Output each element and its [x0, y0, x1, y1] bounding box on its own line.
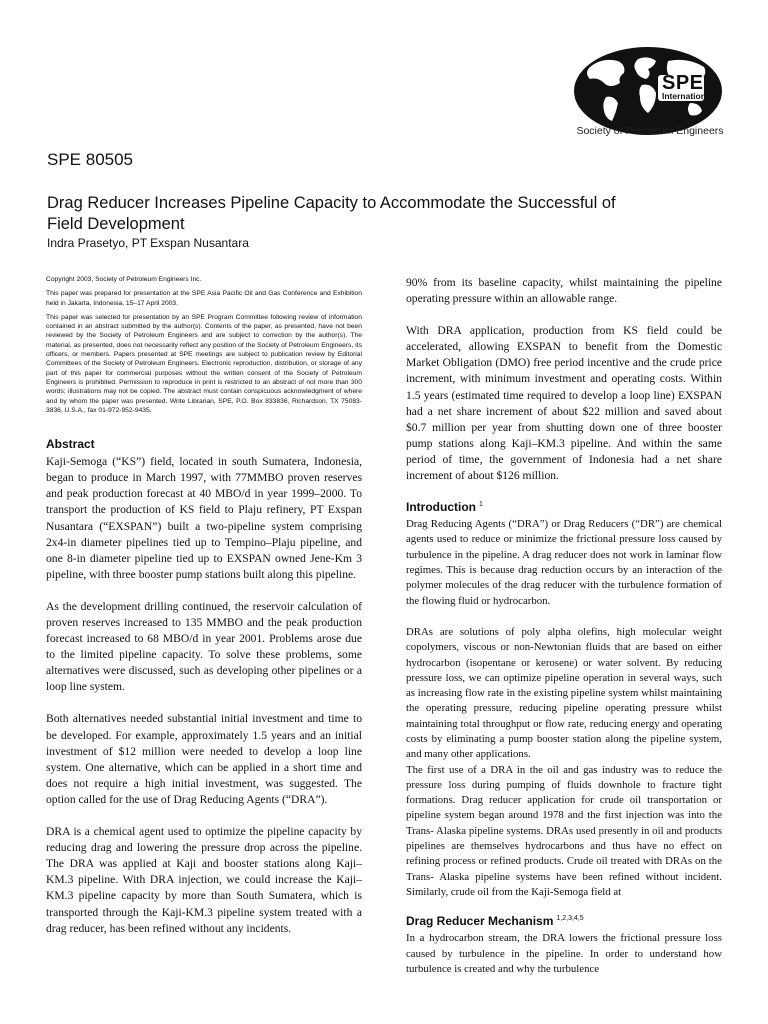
introduction-heading — [406, 500, 722, 514]
paper-number: SPE 80505 — [47, 150, 134, 169]
review-notice: This paper was selected for presentation by an SPE Program Committee following review of information contained in an abstract submitted by the author(s). Contents of the paper, as presented, have not been reviewed by the Society of Petroleum Engineers and are subject to correction by the author(s). The material, as presented, does not necessarily reflect any position of the Society of Petroleum Engineers, its officers, or members. Papers presented at SPE meetings are subject to publication review by Editorial Committees of the Society of Petroleum Engineers. Electronic reproduction, distribution, or storage of any part of this paper for commercial purposes without the written consent of the Society of Petroleum Engineers is prohibited. Permission to reproduce in print is restricted to an abstract of not more than 300 words; illustrations may not be copied. The abstract must contain conspicuous acknowledgment of where and by whom the paper was presented. Write Librarian, SPE, P.O. Box 833836, Richardson, TX 75083-3836, U.S.A., fax 01-972-952-9435. — [46, 313, 362, 414]
author-line: Indra Prasetyo, PT Exspan Nusantara — [47, 236, 249, 250]
introduction-reference: 1 — [478, 501, 483, 509]
abstract-heading: Abstract — [46, 437, 95, 452]
abstract-paragraph: Both alternatives needed substantial initial investment and time to be developed. For example, approximately 1.5 years and an initial investment of $12 million were needed to develop a loop line system. One alternative, which can be applied in a short time and does not require a high initial investment, was suggested. The option called for the use of Drag Reducing Agents (“DRA”). — [46, 712, 362, 806]
mechanism-heading — [406, 914, 722, 928]
abstract-paragraph: Kaji-Semoga (“KS”) field, located in south Sumatera, Indonesia, began to produce in March 1997, with 77MMBO proven reserves and peak production forecast at 40 MBO/d in year 1999–2000. To transport the production of KS field to Plaju refinery, PT Exspan Nusantara (“EXSPAN”) built a two-pipeline system comprising 2x4-in diameter pipelines tied up to Tempino–Plaju pipeline, and one 8-in diameter pipeline tied up to EXSPAN owned Jene-Km 3 pipeline, with three booster pump stations built along this pipeline. — [46, 455, 362, 581]
introduction-paragraph: Drag Reducing Agents (“DRA”) or Drag Reducers (“DR”) are chemical agents used to reduce or minimize the frictional pressure loss caused by turbulence in the pipeline. A drag reducer does not work in laminar flow regimes. This is because drag reduction occurs by an interaction of the polymer molecules of the drag reducer with the turbulence formation of the flowing fluid or hydrocarbon. — [406, 518, 722, 607]
copyright-notice: Copyright 2003, Society of Petroleum Engineers Inc. — [46, 276, 202, 283]
introduction-paragraph: The first use of a DRA in the oil and gas industry was to reduce the pressure loss during pumping of fluids downhole to fracture tight formations. Drag reducer application for crude oil transportation or pipeline system began around 1978 and the first injection was into the Trans- Alaska pipeline systems. DRAs used presently in oil and products pipelines are themselves hydrocarbons and thus have no effect on refining process or refined products. Crude oil treated with DRAs on the Trans- Alaska pipeline systems have been refined without incident. Similarly, crude oil from the Kaji-Semoga field at — [406, 763, 722, 898]
abstract-continued-paragraph: With DRA application, production from KS field could be accelerated, allowing EXSPAN to benefit from the Domestic Market Obligation (DMO) free period incentive and the crude price increment, with minimum investment and operating costs. Within 1.5 years (estimated time required to develop a loop line) EXSPAN had a net share increment of about $22 million and saved about $0.7 million per year from shutting down one of three booster pump stations along Kaji–KM.3 pipeline. And within the same period of time, the government of Indonesia had a net share increment of about $126 million. — [406, 324, 722, 483]
presentation-notice: This paper was prepared for presentation at the SPE Asia Pacific Oil and Gas Conference and Exhibition held in Jakarta, Indonesia, 15–17 April 2003. — [46, 290, 362, 307]
logo-caption: Society of Petroleum Engineers — [576, 125, 724, 137]
mechanism-reference: 1,2,3,4,5 — [556, 915, 584, 923]
abstract-continued-paragraph: 90% from its baseline capacity, whilst maintaining the pipeline operating pressure within an allowable range. — [406, 276, 722, 306]
left-column — [46, 275, 362, 953]
logo-brand: SPE — [662, 72, 704, 94]
mechanism-paragraph: In a hydrocarbon stream, the DRA lowers the frictional pressure loss caused by turbulence in the pipeline. In order to understand how turbulence is created and why the turbulence — [406, 932, 722, 975]
abstract-paragraph: As the development drilling continued, the reservoir calculation of proven reserves increased to 135 MMBO and the peak production forecast increased to 68 MBO/d in year 2001. Problems arose due to the limited pipeline capacity. To solve these problems, some alternatives were discussed, such as developing other pipelines or a loop line system. — [46, 599, 362, 694]
paper-title: Drag Reducer Increases Pipeline Capacity to Accommodate the Successful of Field Development — [47, 194, 616, 233]
right-column — [406, 275, 722, 977]
logo-subtitle: International — [662, 91, 714, 101]
mechanism-heading-text: Drag Reducer Mechanism — [406, 914, 554, 929]
introduction-heading-text: Introduction — [406, 500, 476, 515]
abstract-paragraph: DRA is a chemical agent used to optimize the pipeline capacity by reducing drag and lowering the pressure drop across the pipeline. The DRA was applied at Kaji and booster stations along Kaji–KM.3 pipeline. With DRA injection, we could increase the Kaji–KM.3 pipeline capacity by more than South Sumatera, which is transported through the Kaji-KM.3 pipeline system treated with a drag reducer, has been refined without any incidents. — [46, 825, 362, 935]
introduction-paragraph: DRAs are solutions of poly alpha olefins, high molecular weight copolymers, viscous or non-Newtonian fluids that are based on either hydrocarbon (isopentane or kerosene) or water solvent. By reducing pressure loss, we can optimize pipeline operation in several ways, such as increasing flow rate in the existing pipeline system whilst maintaining the operating pressure, reducing pipeline operating pressure whilst maintaining total throughput or flow rate, reducing energy and operating costs by eliminating a pump booster station along the pipeline system, and many other applications. — [406, 625, 722, 761]
